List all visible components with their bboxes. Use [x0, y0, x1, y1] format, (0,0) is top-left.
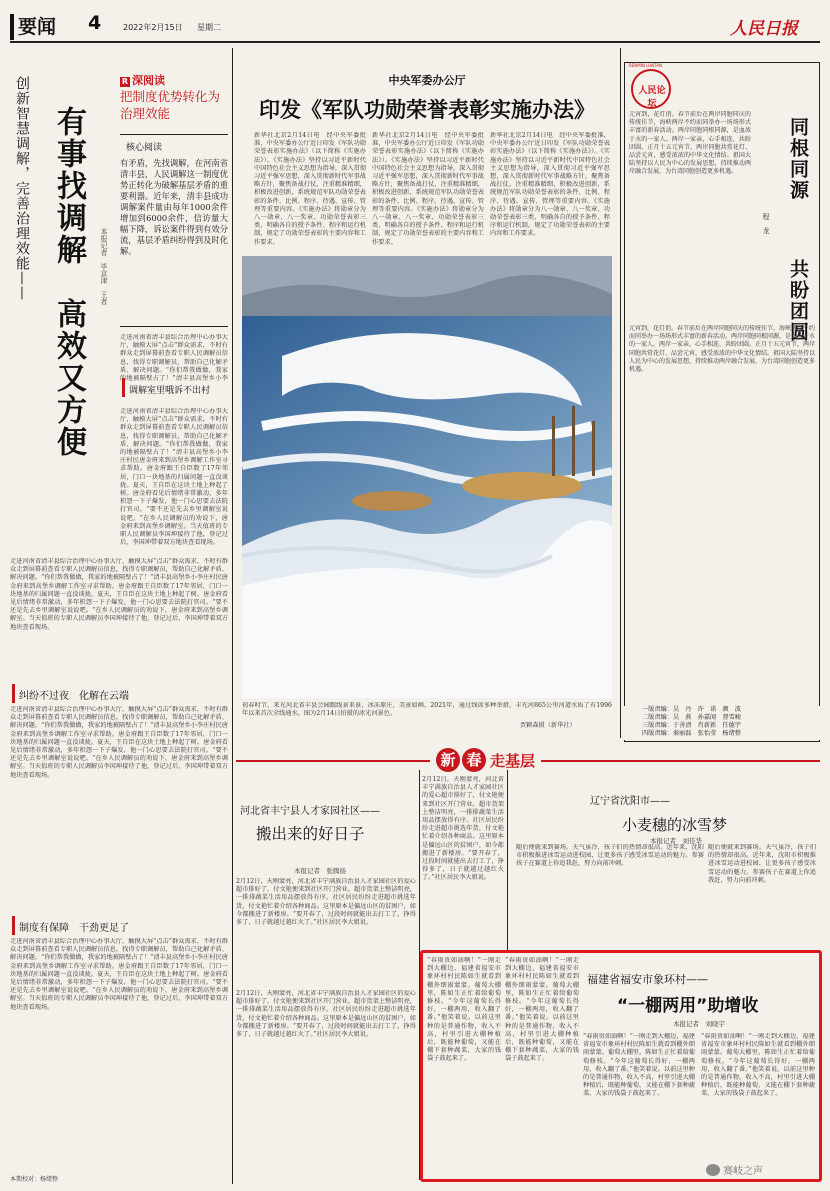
- left-story-title-2: 高效又方便: [51, 298, 86, 458]
- forum-logo: [629, 63, 671, 109]
- middle-story: [236, 48, 618, 738]
- photo-caption: 初春时节，来光河北省丰县会园跟线景来景，冰冻原庄，美景如画。2021年，通过线席多种举措，丰光河865公里河道水质了有1996年以来首次全线通水。图为2月14日拍摄的冰光河景色。: [242, 702, 612, 718]
- core-top-rule: [120, 134, 228, 135]
- hebei-title: 搬出来的好日子: [256, 825, 365, 843]
- core-bottom-rule: [120, 326, 228, 327]
- middle-col-2: 新华社北京2月14日电 经中央军委批准，中央军委办公厅近日印发《军队功勋荣誉表彰实施办法》（以下简称《实施办法》）。《实施办法》坚持以习近平新时代中国特色社会主义思想为指导，深入贯彻习近平强军思想，深入贯彻新时代军事战略方针，聚焦备战打仗，注重精准精细，积极改进创新，系统规范军队功勋荣誉表彰的条件、比例、程序、待遇、宣传、管理等重要内容。《实施办法》将勋章分为八一勋章、八一奖章、功勋荣誉表彰三类，明确各自的授予条件、程序和运行机制，规定了功勋荣誉表彰的主要内容和工作要求。: [372, 132, 484, 246]
- middle-col-3: 新华社北京2月14日电 经中央军委批准，中央军委办公厅近日印发《军队功勋荣誉表彰实施办法》（以下简称《实施办法》）。《实施办法》坚持以习近平新时代中国特色社会主义思想为指导，深入贯彻习近平强军思想，深入贯彻新时代军事战略方针，聚焦备战打仗，注重精准精细，积极改进创新，系统规范军队功勋荣誉表彰的条件、比例、程序、待遇、宣传、管理等重要内容。《实施办法》将勋章分为八一勋章、八一奖章、功勋荣誉表彰三类，明确各自的授予条件、程序和运行机制，规定了功勋荣誉表彰的主要内容和工作要求。: [490, 132, 610, 238]
- staff-list: [622, 706, 820, 740]
- left-column-divider: [232, 48, 233, 1184]
- left-story: [10, 48, 228, 1188]
- liaoning-kicker: 辽宁省沈阳市——: [590, 796, 670, 807]
- right-title-1: 同根同源: [787, 117, 809, 201]
- story-middle-column: 2月12日，天刚蒙亮，河北省丰宁满族自治县人才家园社区的爱心超市排好了，付文艳便来到社区开门营业。超市货架上整洁明亮，一排排蔬菜生活用品摆放得有序。社区居民纷纷走进超市挑选年货，付文艳忙着介绍各种商品。这里原本是偏远山区的贫困户，如今都搬进了新楼房。“要开春了，过段时间就能出去打工了，挣得多了，日子就越过越红火了。”社区居民李大姐说。: [422, 776, 504, 882]
- left-story-subtitle: 创新智慧调解，完善治理效能——: [14, 76, 30, 301]
- sub3-heading: 制度有保障 干劲更足了: [12, 916, 228, 935]
- newspaper-logo: 人民日报: [730, 19, 798, 39]
- masthead-bracket: [10, 14, 14, 40]
- left-body-wide-2: 走进河南省清丰县综合治理中心办事大厅，触摸大屏“点击”群众需求，不时有群众走到屏幕前查看专职人民调解员信息，找得专职调解员，帮助自己化解矛盾、解决问题。“你们帮我做做，我家的地被隔壁占了！”清丰县高堡乡小李庄村民唐金府来到高堡乡调解工作室寻求帮助。唐金府跟王自臣数了17年邻居，门口一块地基的归属问题一直没谈拢。夏天，王自臣在这块土地上种起了树。唐金府看见后情绪非常激动，多年积怨一下子爆发，他一门心思要去法院打官司。“要不还是先去乡里调解室说说吧。“在乡人民调解员的劝说下，唐金府来到高堡乡调解室。当天值班的专职人民调解员李国坤接待了他，登记过后，李国坤带着双方地块查看现场。: [10, 706, 228, 779]
- staff-line-3: 三版责编：于善清 肖新新 任德宇: [642, 722, 741, 729]
- staff-line-2: 二版责编：吴 燕 孙嘉闻 督雪峻: [642, 714, 741, 721]
- liaoning-title: 小麦穗的冰雪梦: [622, 816, 728, 834]
- deep-read-icon: R: [121, 77, 129, 86]
- right-title-2: 共盼团圆: [787, 259, 809, 343]
- hebei-kicker: 河北省丰宁县人才家园社区——: [240, 806, 380, 817]
- left-body-wide-1: 走进河南省清丰县综合治理中心办事大厅，触摸大屏“点击”群众需求，不时有群众走到屏幕前查看专职人民调解员信息，找得专职调解员，帮助自己化解矛盾、解决问题。“你们帮我做做，我家的地被隔壁占了！”清丰县高堡乡小李庄村民唐金府来到高堡乡调解工作室寻求帮助。唐金府跟王自臣数了17年邻居，门口一块地基的归属问题一直没谈拢。夏天，王自臣在这块土地上种起了树。唐金府看见后情绪非常激动，多年积怨一下子爆发，他一门心思要去法院打官司。“要不还是先去乡里调解室说说吧。“在乡人民调解员的劝说下，唐金府来到高堡乡调解室。当天值班的专职人民调解员李国坤接待了他，登记过后，李国坤带着双方地块查看现场。: [10, 558, 228, 631]
- middle-title: 印发《军队功勋荣誉表彰实施办法》: [259, 98, 595, 122]
- fujian-col-4: “春雨贵如油啊！”一刚走到大棚边，福建省福安市象环村村民陈如生就看到棚外细雨蒙蒙。葡萄大棚里，陈如生正忙着给葡萄修枝。“今年这葡萄长得好，一棚两用，收入翻了番。”他笑着说。以前这里种的是普通作物，收入不高，村里引进大棚种植后，既能种葡萄，又能在棚下套种蔬菜，大家的钱袋子鼓起来了。: [701, 1033, 815, 1098]
- forum-pinyin: RENMIN LUNTAN: [629, 63, 663, 68]
- hebei-col-2: 2月12日，天刚蒙亮，河北省丰宁满族自治县人才家园社区的爱心超市排好了，付文艳便来到社区开门营业。超市货架上整洁明亮，一排排蔬菜生活用品摆放得有序。社区居民纷纷走进超市挑选年货，付文艳忙着介绍各种商品。这里原本是偏远山区的贫困户，如今都搬进了新楼房。“要开春了，过段时间就能出去打工了，挣得多了，日子就越过越红火了。”社区居民李大姐说。: [236, 990, 416, 1039]
- middle-col-1: 新华社北京2月14日电 经中央军委批准，中央军委办公厅近日印发《军队功勋荣誉表彰实施办法》（以下简称《实施办法》）。《实施办法》坚持以习近平新时代中国特色社会主义思想为指导，深入贯彻习近平强军思想，深入贯彻新时代军事战略方针，聚焦备战打仗，注重精准精细，积极改进创新，系统规范军队功勋荣誉表彰的条件、比例、程序、待遇、宣传、管理等重要内容。《实施办法》将勋章分为八一勋章、八一奖章、功勋荣誉表彰三类，明确各自的授予条件、程序和运行机制，规定了功勋荣誉表彰的主要内容和工作要求。: [254, 132, 366, 246]
- mid-divider: [507, 770, 508, 950]
- fujian-col-2: “春雨贵如油啊！”一刚走到大棚边，福建省福安市象环村村民陈如生就看到棚外细雨蒙蒙。葡萄大棚里，陈如生正忙着给葡萄修枝。“今年这葡萄长得好，一棚两用，收入翻了番。”他笑着说。以前这里种的是普通作物，收入不高，村里引进大棚种植后，既能种葡萄，又能在棚下套种蔬菜，大家的钱袋子鼓起来了。: [505, 957, 579, 1063]
- core-read-text: 有矛盾，先找调解，在河南省清丰县，人民调解这一制度优势正转化为破解基层矛盾的重要利器。近年来，清丰县成功调解案件量由每年1000余件增加到6000余件，信访量大幅下降，诉讼案件得到有效分流，基层矛盾纠纷得到及时化解。: [120, 158, 228, 256]
- staff-line-4: 四版责编：秦丽磊 张怡莹 杨绪整: [642, 730, 741, 737]
- liaoning-byline: 本报记者 刘佳华: [650, 837, 702, 845]
- watermark-text: 赛岐之声: [723, 1166, 763, 1177]
- sub1-heading: 调解室里哦诉不出村: [122, 378, 228, 397]
- story-liaoning: [510, 770, 820, 950]
- fujian-kicker: 福建省福安市象环村——: [587, 973, 708, 986]
- middle-column-divider: [620, 48, 621, 738]
- masthead: [0, 0, 830, 46]
- fujian-title: “一棚两用”助增收: [617, 996, 759, 1016]
- deep-read-label: 深阅读: [132, 74, 165, 87]
- hebei-col-1: 2月12日，天刚蒙亮，河北省丰宁满族自治县人才家园社区的爱心超市排好了，付文艳便来到社区开门营业。超市货架上整洁明亮，一排排蔬菜生活用品摆放得有序。社区居民纷纷走进超市挑选年货，付文艳忙着介绍各种商品。这里原本是偏远山区的贫困户，如今都搬进了新楼房。“要开春了，过段时间就能出去打工了，挣得多了，日子就越过越红火了。”社区居民李大姐说。: [236, 878, 416, 927]
- photo-credit: 贾颖森摄（新华社）: [520, 722, 576, 729]
- right-author: 程 龙: [762, 213, 770, 234]
- right-col-b: 元宵到，花灯俏。春节前后在两岸同胞同庆的传统佳节，海峡两岸不约而同举办一场场形式丰富的新春活动。两岸同胞同根同源，是血浓于水的一家人。两岸一家亲，心手相连，共盼团圆。正月十五元宵节，两岸同胞共赏花灯、品尝元宵，感受浓浓的中华文化情结。祖国大陆坚持以人民为中心的发展思想，持续推动两岸融合发展，为台湾同胞创造更多机遇。: [629, 325, 815, 374]
- fujian-byline: 本报记者 刘晓宇: [673, 1020, 725, 1028]
- left-body-top: 走进河南省清丰县综合治理中心办事大厅，触摸大屏“点击”群众需求，不时有群众走到屏幕前查看专职人民调解员信息，找得专职调解员，帮助自己化解矛盾、解决问题。“你们帮我做做，我家的地被隔壁占了！”清丰县高堡乡小李: [120, 334, 228, 382]
- fujian-col-3: “春雨贵如油啊！”一刚走到大棚边，福建省福安市象环村村民陈如生就看到棚外细雨蒙蒙。葡萄大棚里，陈如生正忙着给葡萄修枝。“今年这葡萄长得好，一棚两用，收入翻了番。”他笑着说。以前这里种的是普通作物，收入不高，村里引进大棚种植后，既能种葡萄，又能在棚下套种蔬菜，大家的钱袋子鼓起来了。: [583, 1033, 695, 1098]
- right-story: [624, 62, 820, 742]
- forum-label: 人民论坛: [638, 86, 666, 109]
- winter-river-photo: [242, 256, 612, 698]
- left-editor: 本期校对：杨绪整: [10, 1176, 59, 1183]
- story-hebei: [236, 770, 416, 1180]
- issue-weekday: 星期二: [197, 23, 221, 32]
- middle-kicker: 中央军委办公厅: [388, 74, 466, 87]
- issue-date: 2022年2月15日: [123, 23, 183, 32]
- left-body-wide-3: 走进河南省清丰县综合治理中心办事大厅，触摸大屏“点击”群众需求，不时有群众走到屏幕前查看专职人民调解员信息，找得专职调解员，帮助自己化解矛盾、解决问题。“你们帮我做做，我家的地被隔壁占了！”清丰县高堡乡小李庄村民唐金府来到高堡乡调解工作室寻求帮助。唐金府跟王自臣数了17年邻居，门口一块地基的归属问题一直没谈拢。夏天，王自臣在这块土地上种起了树。唐金府看见后情绪非常激动，多年积怨一下子爆发，他一门心思要去法院打官司。“要不还是先去乡里调解室说说吧。“在乡人民调解员的劝说下，唐金府来到高堡乡调解室。当天值班的专职人民调解员李国坤接待了他，登记过后，李国坤带着双方地块查看现场。: [10, 938, 228, 1011]
- core-read-label: 核心阅读: [126, 143, 163, 153]
- masthead-rule: [10, 41, 820, 43]
- staff-line-1: 一版责编：吴 丹 许 诺 颜 波: [642, 706, 741, 713]
- story-fujian: [420, 950, 822, 1182]
- deep-read-tag: [120, 72, 165, 88]
- banner-char-spring: 春: [462, 748, 486, 772]
- hebei-byline: 本报记者 张腾扬: [294, 867, 346, 875]
- page-number: 4: [88, 12, 102, 34]
- fujian-col-1: “春雨贵如油啊！”一刚走到大棚边，福建省福安市象环村村民陈如生就看到棚外细雨蒙蒙。葡萄大棚里，陈如生正忙着给葡萄修枝。“今年这葡萄长得好，一棚两用，收入翻了番。”他笑着说。以前这里种的是普通作物，收入不高，村里引进大棚种植后，既能种葡萄，又能在棚下套种蔬菜，大家的钱袋子鼓起来了。: [427, 957, 501, 1063]
- section-name: 要闻: [18, 16, 57, 38]
- wechat-icon: [706, 1164, 720, 1176]
- sub2-heading: 纠纷不过夜 化解在云端: [12, 684, 228, 703]
- left-story-byline: 本报记者 毕京津 王者: [100, 228, 108, 305]
- banner-char-new: 新: [436, 748, 460, 772]
- left-story-title-1: 有事找调解: [51, 106, 86, 266]
- watermark: [706, 1162, 763, 1177]
- liaoning-col-2: 随后便就来到赛场。天气虽冷，孩子们的热情却很高。近年来，沈阳市积极推进冰雪运动进校园，让更多孩子感受冰雪运动的魅力。参赛孩子在赛道上你追我赶，努力向前冲刺。: [708, 844, 816, 884]
- liaoning-col-1: 随后便就来到赛场。天气虽冷，孩子们的热情却很高。近年来，沈阳市积极推进冰雪运动进校园，让更多孩子感受冰雪运动的魅力。参赛孩子在赛道上你追我赶，努力向前冲刺。: [516, 844, 704, 868]
- left-body-mid: 走进河南省清丰县综合治理中心办事大厅，触摸大屏“点击”群众需求，不时有群众走到屏幕前查看专职人民调解员信息，找得专职调解员，帮助自己化解矛盾、解决问题。“你们帮我做做，我家的地被隔壁占了！”清丰县高堡乡小李庄村民唐金府来到高堡乡调解工作室寻求帮助。唐金府跟王自臣数了17年邻居，门口一块地基的归属问题一直没谈拢。夏天，王自臣在这块土地上种起了树。唐金府看见后情绪非常激动，多年积怨一下子爆发，他一门心思要去法院打官司。“要不还是先去乡里调解室说说吧。“在乡人民调解员的劝说下，唐金府来到高堡乡调解室。当天值班的专职人民调解员李国坤接待了他，登记过后，李国坤带着双方地块查看现场。: [120, 408, 228, 547]
- banner-rest: 走基层: [490, 751, 536, 770]
- deep-read-title: 把制度优势转化为治理效能: [120, 89, 221, 121]
- right-col-a: 元宵到，花灯俏。春节前后在两岸同胞同庆的传统佳节，海峡两岸不约而同举办一场场形式丰富的新春活动。两岸同胞同根同源，是血浓于水的一家人。两岸一家亲，心手相连，共盼团圆。正月十五元宵节，两岸同胞共赏花灯、品尝元宵，感受浓浓的中华文化情结。祖国大陆坚持以人民为中心的发展思想，持续推动两岸融合发展，为台湾同胞创造更多机遇。: [629, 111, 751, 176]
- river-landscape-image: [242, 256, 612, 698]
